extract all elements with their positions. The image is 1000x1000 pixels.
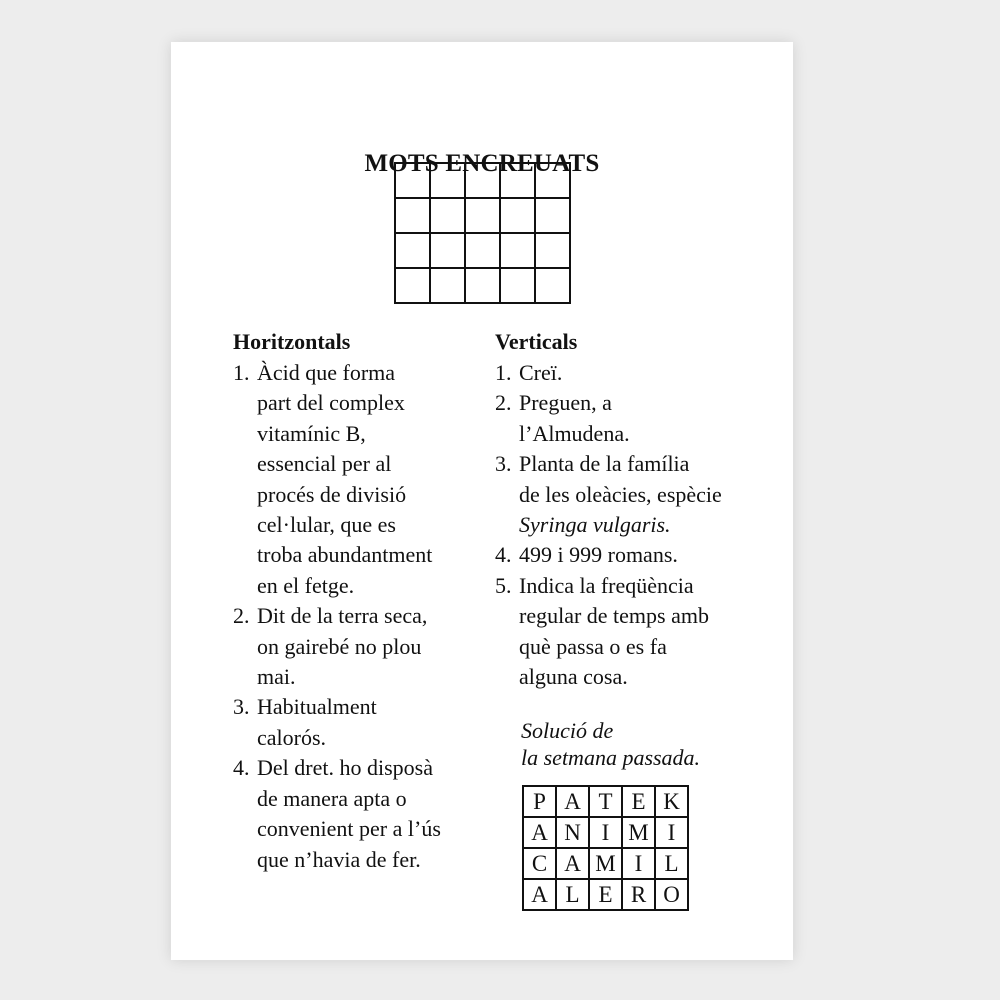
clue-number: 4.	[495, 542, 512, 568]
solution-cell: P	[524, 787, 557, 818]
solution-cell: R	[623, 880, 656, 911]
clue-item	[495, 540, 785, 570]
clue-line: l’Almudena.	[519, 420, 630, 446]
clue-line: Syringa vulgaris.	[519, 512, 671, 538]
clue-line: on gairebé no plou	[257, 633, 422, 659]
clue-line: de manera apta o	[257, 785, 407, 811]
clue-line: mai.	[257, 664, 296, 690]
clue-line: part del complex	[257, 390, 405, 416]
clue-text	[257, 601, 483, 692]
clue-number: 4.	[233, 755, 250, 781]
horizontals-column	[233, 327, 483, 875]
grid-cell[interactable]	[431, 234, 466, 269]
clue-line: Creï.	[519, 360, 563, 385]
grid-cell[interactable]	[466, 199, 501, 234]
clue-line: procés de divisió	[257, 481, 407, 507]
grid-cell[interactable]	[396, 269, 431, 304]
clue-line: cel·lular, que es	[257, 512, 396, 538]
solution-cell: L	[656, 849, 689, 880]
solution-cell: A	[524, 880, 557, 911]
clue-line: que n’havia de fer.	[257, 846, 421, 872]
clue-line: essencial per al	[257, 451, 392, 477]
solution-caption-line: Solució de	[521, 718, 614, 743]
clue-number: 3.	[233, 694, 250, 720]
clue-text	[519, 571, 785, 693]
clue-number: 5.	[495, 572, 512, 598]
solution-cell: A	[557, 849, 590, 880]
clue-line: convenient per a l’ús	[257, 816, 441, 842]
grid-cell[interactable]	[466, 269, 501, 304]
solution-cell: I	[656, 818, 689, 849]
solution-cell: M	[623, 818, 656, 849]
solution-cell: A	[524, 818, 557, 849]
grid-cell[interactable]	[536, 199, 571, 234]
clue-number: 2.	[233, 603, 250, 629]
solution-grid	[522, 785, 689, 911]
grid-cell[interactable]	[396, 234, 431, 269]
solution-cell: K	[656, 787, 689, 818]
solution-cell: C	[524, 849, 557, 880]
clue-line: què passa o es fa	[519, 633, 667, 659]
clue-item	[495, 358, 785, 388]
grid-cell[interactable]	[536, 234, 571, 269]
clue-line: vitamínic B,	[257, 420, 366, 446]
grid-cell[interactable]	[501, 199, 536, 234]
clue-item	[233, 692, 483, 753]
solution-cell: L	[557, 880, 590, 911]
clue-line: Indica la freqüència	[519, 572, 694, 598]
solution-cell: E	[590, 880, 623, 911]
grid-cell[interactable]	[431, 199, 466, 234]
grid-cell[interactable]	[501, 269, 536, 304]
clue-line: de les oleàcies, espècie	[519, 481, 722, 507]
crossword-card	[171, 42, 793, 960]
page-title: MOTS ENCREUATS	[364, 150, 600, 177]
grid-cell[interactable]	[466, 234, 501, 269]
clue-number: 1.	[233, 360, 250, 385]
solution-cell: I	[623, 849, 656, 880]
clue-text	[257, 753, 483, 875]
grid-cell[interactable]	[536, 269, 571, 304]
solution-cell: I	[590, 818, 623, 849]
solution-cell: M	[590, 849, 623, 880]
grid-cell[interactable]	[396, 164, 431, 199]
solution-caption-line: la setmana passada.	[521, 745, 701, 770]
clue-line: Àcid que forma	[257, 360, 396, 385]
verticals-column	[495, 327, 785, 692]
solution-cell: E	[623, 787, 656, 818]
clue-line: troba abundantment	[257, 542, 433, 568]
clue-number: 3.	[495, 451, 512, 477]
grid-cell[interactable]	[396, 199, 431, 234]
clue-item	[233, 601, 483, 692]
verticals-clue-list	[495, 358, 785, 692]
clue-item	[233, 753, 483, 875]
clue-text	[519, 388, 785, 449]
clue-line: Preguen, a	[519, 390, 612, 416]
verticals-heading: Verticals	[495, 329, 578, 354]
clue-text	[257, 358, 483, 601]
clue-line: Planta de la família	[519, 451, 690, 477]
clue-line: Dit de la terra seca,	[257, 603, 428, 629]
grid-cell[interactable]	[501, 164, 536, 199]
horizontals-heading: Horitzontals	[233, 329, 351, 354]
grid-cell[interactable]	[431, 164, 466, 199]
clue-text	[257, 692, 483, 753]
clue-item	[495, 388, 785, 449]
grid-cell[interactable]	[466, 164, 501, 199]
solution-cell: N	[557, 818, 590, 849]
crossword-grid	[394, 162, 571, 304]
solution-cell: A	[557, 787, 590, 818]
grid-cell[interactable]	[536, 164, 571, 199]
clue-text	[519, 449, 785, 540]
clue-line: Del dret. ho disposà	[257, 755, 433, 781]
clue-item	[495, 571, 785, 693]
clue-text	[519, 540, 785, 570]
clue-line: en el fetge.	[257, 572, 355, 598]
clue-item	[233, 358, 483, 601]
clue-number: 1.	[495, 360, 512, 385]
grid-cell[interactable]	[431, 269, 466, 304]
solution-caption	[521, 717, 700, 771]
horizontals-clue-list	[233, 358, 483, 875]
solution-cell: O	[656, 880, 689, 911]
clue-text	[519, 358, 785, 388]
clue-line: calorós.	[257, 724, 327, 750]
clue-number: 2.	[495, 390, 512, 416]
solution-cell: T	[590, 787, 623, 818]
clue-line: regular de temps amb	[519, 603, 709, 629]
clue-item	[495, 449, 785, 540]
clue-line: Habitualment	[257, 694, 377, 720]
grid-cell[interactable]	[501, 234, 536, 269]
clue-line: alguna cosa.	[519, 664, 628, 690]
clue-line: 499 i 999 romans.	[519, 542, 678, 568]
